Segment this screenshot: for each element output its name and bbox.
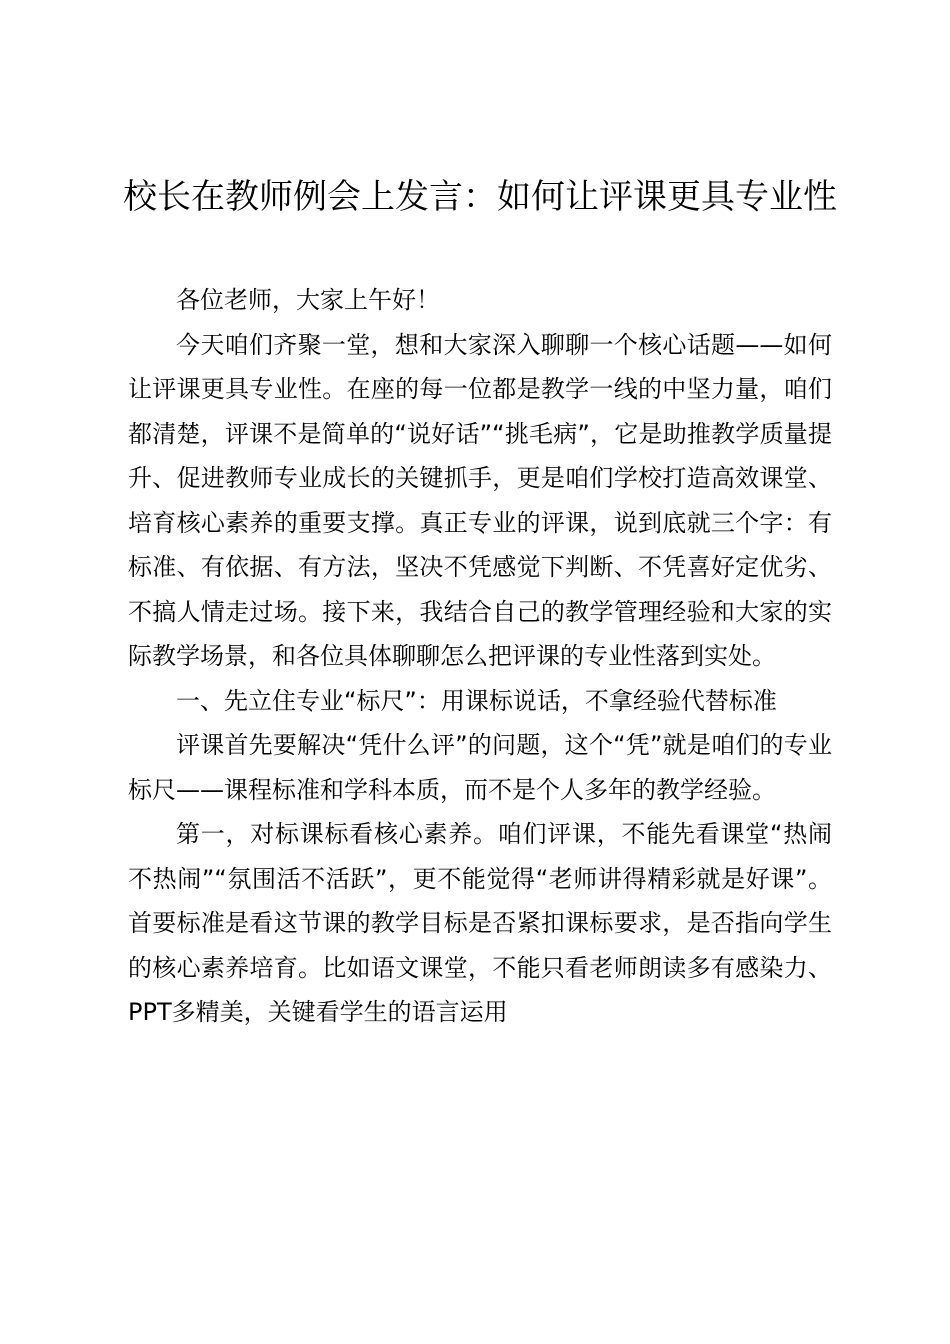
document-body xyxy=(128,278,832,1035)
paragraph-intro: 今天咱们齐聚一堂，想和大家深入聊聊一个核心话题——如何让评课更具专业性。在座的每一位都是教学一线的中坚力量，咱们都清楚，评课不是简单的“说好话”“挑毛病”，它是助推教学质量提升、促进教师专业成长的关键抓手，更是咱们学校打造高效课堂、培育核心素养的重要支撑。真正专业的评课，说到底就三个字：有标准、有依据、有方法，坚决不凭感觉下判断、不凭喜好定优劣、不搞人情走过场。接下来，我结合自己的教学管理经验和大家的实际教学场景，和各位具体聊聊怎么把评课的专业性落到实处。 xyxy=(128,330,832,670)
document-title: 校长在教师例会上发言：如何让评课更具专业性 xyxy=(123,177,837,217)
section-heading: 一、先立住专业“标尺”：用课标说话，不拿经验代替标准 xyxy=(176,686,777,715)
paragraph-greeting: 各位老师，大家上午好！ xyxy=(176,286,440,314)
paragraph-section-intro: 评课首先要解决“凭什么评”的问题，这个“凭”就是咱们的专业标尺——课程标准和学科本质，而不是个人多年的教学经验。 xyxy=(128,731,832,804)
paragraph-first-point: 第一，对标课标看核心素养。咱们评课，不能先看课堂“热闹不热闹”“氛围活不活跃”，更不能觉得“老师讲得精彩就是好课”。首要标准是看这节课的教学目标是否紧扣课标要求，是否指向学生的核心素养培育。比如语文课堂，不能只看老师朗读多有感染力、PPT多精美，关键看学生的语言运用 xyxy=(128,820,832,1026)
